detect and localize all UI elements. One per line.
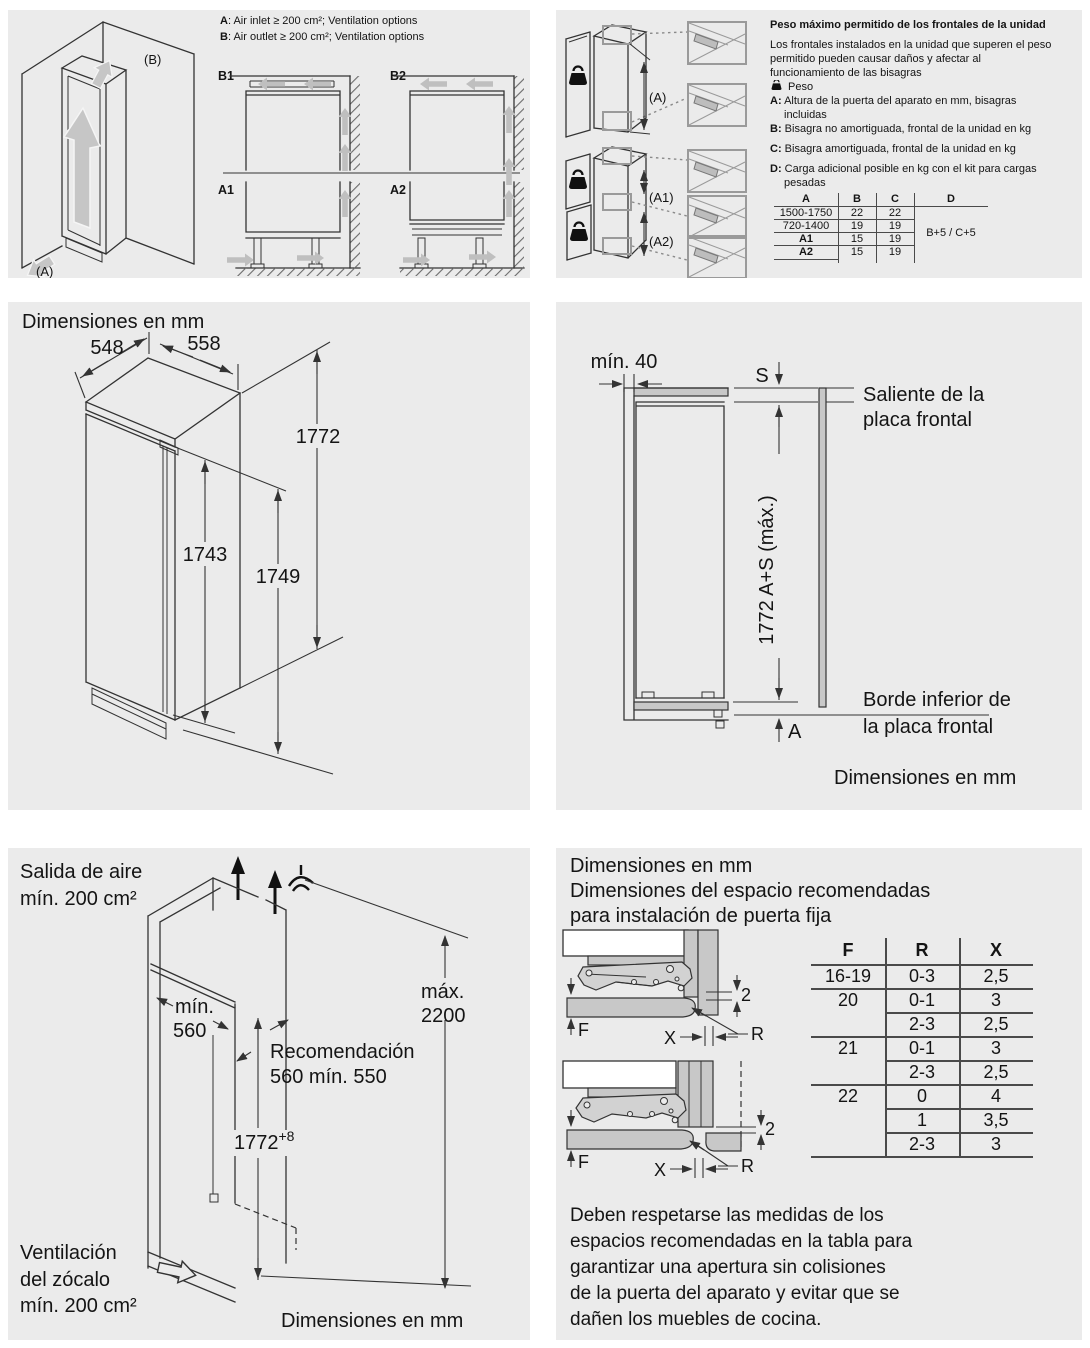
cell: 21 [837, 1038, 859, 1058]
dimension-1743 [173, 447, 286, 733]
dimension-s [755, 362, 779, 387]
air-outlet-text-2: mín. 200 cm² [20, 888, 137, 910]
cell: 4 [990, 1086, 1001, 1106]
ventilation-diagram [8, 10, 530, 278]
cell: 3,5 [983, 1110, 1009, 1130]
cell: A1 [798, 233, 814, 245]
door-height-value: 1743 [182, 544, 228, 566]
min560-text-1: mín. [175, 996, 214, 1018]
note-line: garantizar una apertura sin colisiones [570, 1257, 886, 1278]
gap-table-row [811, 1036, 1033, 1060]
def-a-line1 [770, 94, 1076, 108]
borde-text-2: la placa frontal [863, 716, 994, 738]
weight-table-row [774, 246, 914, 259]
cell: 19 [888, 220, 902, 232]
cell: 2-3 [908, 1062, 935, 1082]
front-panel-section-diagram [556, 302, 1082, 810]
def-d-text: Carga adicional posible en kg con el kit para cargas [784, 163, 1037, 175]
gap-2-label: 2 [741, 985, 752, 1005]
def-d-line1 [770, 162, 1076, 176]
dimension-558 [160, 333, 238, 390]
weight-intro-line: Los frontales instalados en la unidad que superen el peso [770, 39, 1052, 51]
gap-table-row [811, 1108, 1033, 1132]
cell: 15 [850, 233, 864, 245]
label-b: (B) [144, 52, 162, 67]
panel-appliance-dimensions [8, 302, 530, 810]
f-label: F [578, 1020, 589, 1040]
panel-door-gap [556, 848, 1082, 1340]
def-a-key: A: [770, 95, 782, 107]
note-a-text: : Air inlet ≥ 200 cm²; Ventilation options [227, 15, 418, 27]
def-d-line2: pesadas [784, 177, 826, 189]
cell: 19 [888, 246, 902, 258]
saliente-text-1: Saliente de la [863, 384, 985, 406]
dimension-a [779, 719, 802, 743]
peso-label: Peso [788, 81, 814, 93]
weight-table-header-d: D [947, 193, 955, 205]
weight-table-header-a: A [802, 193, 810, 205]
corner-room-drawing [22, 22, 194, 278]
def-c-key: C: [770, 143, 782, 155]
cell: 22 [888, 207, 902, 219]
cell [811, 1108, 885, 1132]
gap-table-header-r: R [915, 940, 929, 960]
r-label: R [751, 1024, 764, 1044]
plinth-air-arrow [156, 1257, 198, 1286]
cell [811, 1132, 885, 1156]
title-line: Dimensiones del espacio recomendadas [570, 880, 931, 902]
cell: 15 [850, 246, 864, 258]
cell: 2,5 [983, 1062, 1009, 1082]
panel-ventilation-options [8, 10, 530, 278]
cell: 2-3 [908, 1134, 935, 1154]
recomendacion-text-2: 560 mín. 550 [270, 1066, 387, 1088]
note-line: espacios recomendadas en la tabla para [570, 1231, 913, 1252]
label-door-height-a2: (A2) [649, 234, 674, 249]
door-gap-note [570, 1203, 1060, 1333]
hinge-diagram-top [563, 930, 764, 1048]
weight-table-header-c: C [891, 193, 899, 205]
peso-row [770, 80, 1076, 94]
cell: 1500-1750 [779, 207, 833, 219]
weight-table-d-span: B+5 / C+5 [926, 227, 976, 239]
height-plus-s-label: 1772 A+S (máx.) [756, 495, 778, 645]
units-label: Dimensiones en mm [834, 767, 1017, 789]
cell: 22 [837, 1086, 859, 1106]
ventilation-notes [220, 13, 525, 45]
note-b-text: : Air outlet ≥ 200 cm²; Ventilation options [227, 31, 425, 43]
air-outlet-symbol-icon [289, 865, 313, 891]
cell [811, 1012, 885, 1036]
def-c-line1 [770, 142, 1076, 156]
max2200-text-2: 2200 [421, 1005, 466, 1027]
gap-table-row [811, 1060, 1033, 1084]
diagram-b2 [390, 69, 524, 185]
weight-intro-line: funcionamiento de las bisagras [770, 67, 922, 79]
def-b-line1 [770, 122, 1076, 136]
panel-front-weight [556, 10, 1082, 278]
note-a-key: A [220, 15, 228, 27]
panel-niche-dimensions [8, 848, 530, 1340]
note-air-inlet [220, 13, 525, 29]
max2200-text-1: máx. [421, 981, 465, 1003]
label-door-height-a1: (A1) [649, 190, 674, 205]
borde-text-1: Borde inferior de [863, 689, 1011, 711]
top-air-arrows [231, 856, 282, 914]
cell: 2-3 [908, 1014, 935, 1034]
gap-table-row [811, 1132, 1033, 1156]
gap-table-header-x: X [989, 940, 1002, 960]
gap-table [811, 938, 1033, 1156]
cell: 3 [990, 990, 1001, 1010]
diagram-a1-label: A1 [218, 183, 234, 197]
gap-table-row [811, 1084, 1033, 1108]
zocalo-text-3: mín. 200 cm² [20, 1295, 137, 1317]
cell: 16-19 [824, 966, 872, 986]
air-outlet-text-1: Salida de aire [20, 861, 143, 883]
note-air-outlet [220, 29, 525, 45]
cell: 2,5 [983, 966, 1009, 986]
panel-title: Dimensiones en mm [22, 311, 205, 333]
dimension-min560 [157, 996, 228, 1042]
weight-title: Peso máximo permitido de los frontales de la unidad [770, 19, 1046, 31]
side-height-value: 1749 [255, 566, 301, 588]
diagram-a1 [218, 182, 360, 276]
min40-label: mín. 40 [590, 351, 658, 373]
cell: 1 [916, 1110, 927, 1130]
panel-front-panel-dimensions [556, 302, 1082, 810]
cell: 2,5 [983, 1014, 1009, 1034]
hinge-detail-boxes [688, 22, 746, 278]
cell: A2 [798, 246, 814, 258]
def-b-key: B: [770, 123, 782, 135]
label-a: (A) [36, 264, 54, 278]
diagram-a2 [390, 182, 524, 276]
cell [811, 1060, 885, 1084]
cell: 19 [850, 220, 864, 232]
a-label: A [788, 721, 802, 743]
total-height-value: 1772 [295, 426, 341, 448]
x-label: X [664, 1028, 677, 1048]
min560-text-2: 560 [173, 1020, 207, 1042]
width-value: 558 [187, 333, 221, 355]
door-gap-title [570, 854, 930, 929]
title-line: Dimensiones en mm [570, 855, 753, 877]
niche-height-value: $1772^{+8}$ [234, 1128, 295, 1154]
cell: 720-1400 [782, 220, 830, 232]
units-label: Dimensiones en mm [281, 1310, 464, 1332]
cell: 3 [990, 1038, 1001, 1058]
niche-drawing [148, 878, 296, 1302]
weight-table-header-b: B [853, 193, 861, 205]
depth-value: 548 [90, 337, 124, 359]
cell: 3 [990, 1134, 1001, 1154]
cell: 0-1 [908, 990, 935, 1010]
appliance-dimensions-diagram [8, 302, 530, 810]
cell: 20 [837, 990, 859, 1010]
cell: 0-3 [908, 966, 935, 986]
cell: 19 [888, 233, 902, 245]
front-panel-bar [819, 388, 826, 707]
saliente-text-2: placa frontal [863, 409, 972, 431]
gap-table-row [811, 1012, 1033, 1036]
cell: 0-1 [908, 1038, 935, 1058]
def-c-text: Bisagra amortiguada, frontal de la unidad en kg [784, 143, 1016, 155]
air-flow-up-arrow [64, 108, 100, 228]
weight-intro-line: permitido pueden causar daños y afectar al [770, 53, 981, 65]
f-label: F [578, 1152, 589, 1172]
dimension-1772 [240, 342, 345, 688]
dimension-min40 [591, 351, 662, 392]
note-line: de la puerta del aparato y evitar que se [570, 1283, 900, 1304]
s-label: S [755, 365, 769, 387]
gap-2-label: 2 [765, 1119, 776, 1139]
weight-text-column [770, 18, 1076, 190]
zocalo-text-2: del zócalo [20, 1269, 111, 1291]
diagram-b1-label: B1 [218, 69, 234, 83]
diagram-a2-label: A2 [390, 183, 406, 197]
niche-isometric-diagram [8, 848, 530, 1340]
note-line: Deben respetarse las medidas de los [570, 1205, 884, 1226]
single-door-unit-drawing [566, 25, 687, 137]
gap-table-row [811, 988, 1033, 1012]
dimension-1772-a-s [756, 405, 779, 700]
gap-table-header-f: F [842, 940, 854, 960]
dimension-recomendacion [237, 1020, 415, 1088]
def-a-text: Altura de la puerta del aparato en mm, bisagras [784, 95, 1017, 107]
weight-icon [770, 80, 783, 94]
def-b-text: Bisagra no amortiguada, frontal de la unidad en kg [784, 123, 1032, 135]
double-door-unit-drawing [566, 147, 687, 260]
def-d-key: D: [770, 163, 782, 175]
r-label: R [741, 1156, 754, 1176]
label-door-height-a: (A) [649, 90, 667, 105]
weight-table [774, 193, 988, 263]
cell: 22 [850, 207, 864, 219]
gap-table-row [811, 964, 1033, 988]
hinge-diagram-bottom [563, 1061, 775, 1180]
zocalo-text-1: Ventilación [20, 1242, 117, 1264]
diagram-b1 [218, 69, 360, 171]
title-line: para instalación de puerta fija [570, 905, 832, 927]
x-label: X [654, 1160, 667, 1180]
cell: 0 [916, 1086, 927, 1106]
cabinet-section-drawing [624, 388, 826, 728]
note-line: dañen los muebles de cocina. [570, 1309, 822, 1330]
diagram-b2-label: B2 [390, 69, 406, 83]
note-b-key: B [220, 31, 228, 43]
recomendacion-text-1: Recomendación [270, 1041, 415, 1063]
def-a-line2: incluidas [784, 109, 827, 121]
